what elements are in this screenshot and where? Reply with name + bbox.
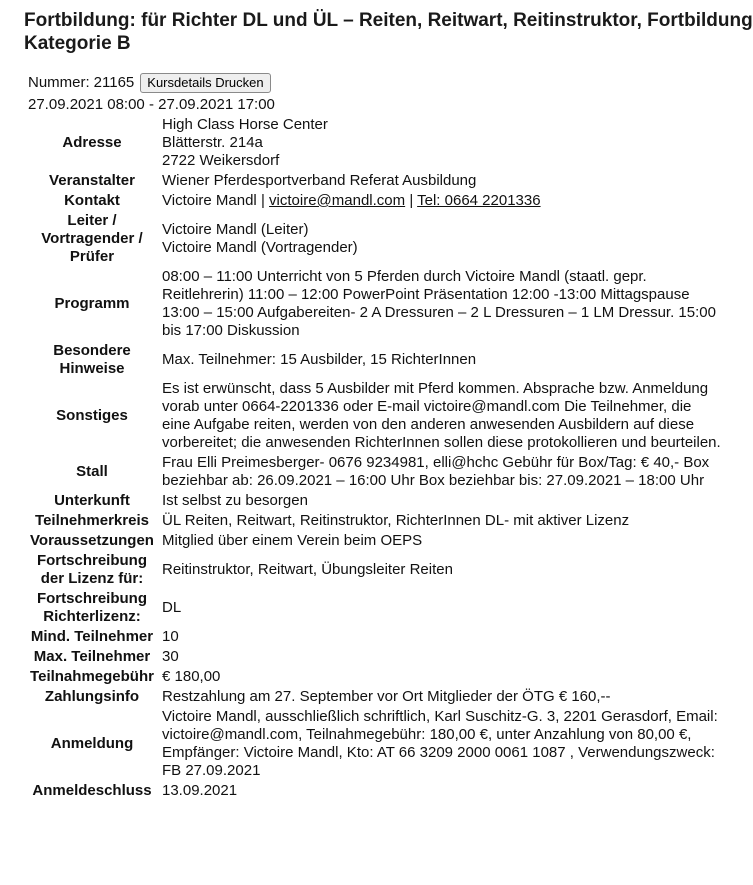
anmeldung-value: Victoire Mandl, ausschließlich schriftlich, Karl Suschitz-G. 3, 2201 Gerasdorf, Email: victoire@mandl.com, Teilnahmegebühr: 180,00 €, unter Anzahlung von 80,00 €, Empfänger: Victoire Mandl, Kto: AT 66 3209 2000 0061 1087 , Verwendungszweck: FB 27.09.2021: [162, 708, 718, 779]
teilnehmerkreis-value: ÜL Reiten, Reitwart, Reitinstruktor, RichterInnen DL- mit aktiver Lizenz: [162, 512, 630, 529]
anmeldeschluss-label: Anmeldeschluss: [32, 782, 152, 799]
course-number: 21165: [93, 74, 135, 91]
kontakt-phone-link[interactable]: Tel: 0664 2201336: [417, 192, 541, 209]
zahlungsinfo-label: Zahlungsinfo: [44, 688, 140, 705]
leiter-label: Leiter / Vortragender / Prüfer: [41, 212, 143, 265]
row-stall: [24, 453, 722, 491]
adresse-line-3: 2722 Weikersdorf: [162, 152, 280, 169]
anmeldeschluss-value: 13.09.2021: [162, 782, 238, 799]
teilnahmegebuehr-label: Teilnahmegebühr: [30, 668, 154, 685]
kontakt-value: [162, 191, 722, 211]
stall-value: Frau Elli Preimesberger- 0676 9234981, elli@hchc Gebühr für Box/Tag: € 40,- Box beziehbar ab: 26.09.2021 – 16:00 Uhr Box beziehbar bis: 27.09.2021 – 18:00 Uhr: [162, 454, 710, 489]
stall-label: Stall: [76, 463, 108, 480]
row-adresse: [24, 115, 722, 171]
mind-teilnehmer-value: 10: [162, 628, 179, 645]
unterkunft-value: Ist selbst zu besorgen: [162, 492, 308, 509]
veranstalter-label: Veranstalter: [49, 172, 135, 189]
row-leiter: [24, 211, 722, 267]
programm-label: Programm: [54, 295, 130, 312]
row-programm: [24, 267, 722, 341]
row-fortschreibung-richter: [24, 589, 722, 627]
row-sonstiges: [24, 379, 722, 453]
fortschreibung-richter-label: Fortschreibung Richterlizenz:: [36, 590, 147, 625]
mind-teilnehmer-label: Mind. Teilnehmer: [30, 628, 154, 645]
row-hinweise: [24, 341, 722, 379]
row-voraussetzungen: [24, 531, 722, 551]
row-anmeldeschluss: [24, 781, 722, 801]
row-fortschreibung-lizenz: [24, 551, 722, 589]
kontakt-separator: |: [260, 192, 265, 209]
adresse-line-2: Blätterstr. 214a: [162, 134, 263, 151]
course-title: Fortbildung: für Richter DL und ÜL – Reiten, Reitwart, Reitinstruktor, Fortbildung Kategorie B: [24, 10, 753, 54]
kontakt-name: Victoire Mandl: [162, 192, 257, 209]
hinweise-value: Max. Teilnehmer: 15 Ausbilder, 15 RichterInnen: [162, 351, 477, 368]
teilnahmegebuehr-value: € 180,00: [162, 668, 221, 685]
leiter-line-1: Victoire Mandl (Leiter): [162, 221, 309, 238]
sonstiges-value: Es ist erwünscht, dass 5 Ausbilder mit Pferd kommen. Absprache bzw. Anmeldung vorab unter 0664-2201336 oder E-mail victoire@mandl.com Die Teilnehmer, die eine Aufgabe reiten, werden von den anderen anwesenden Ausbildern auf diese vorbereitet; die anwesenden RichterInnen sollen diese protokollieren und beurteilen.: [162, 380, 721, 451]
row-anmeldung: [24, 707, 722, 781]
row-kontakt: [24, 191, 722, 211]
voraussetzungen-label: Voraussetzungen: [30, 532, 154, 549]
sonstiges-label: Sonstiges: [56, 407, 128, 424]
leiter-line-2: Victoire Mandl (Vortragender): [162, 239, 358, 256]
max-teilnehmer-label: Max. Teilnehmer: [33, 648, 151, 665]
adresse-label: Adresse: [62, 134, 122, 151]
row-zahlungsinfo: [24, 687, 722, 707]
fortschreibung-richter-value: DL: [162, 599, 182, 616]
fortschreibung-lizenz-value: Reitinstruktor, Reitwart, Übungsleiter Reiten: [162, 561, 453, 578]
course-details-table: [24, 115, 722, 801]
kontakt-label: Kontakt: [64, 192, 120, 209]
leiter-value: [162, 211, 722, 267]
print-course-details-button[interactable]: Kursdetails Drucken: [140, 73, 270, 93]
teilnehmerkreis-label: Teilnehmerkreis: [35, 512, 149, 529]
row-mind-teilnehmer: [24, 627, 722, 647]
zahlungsinfo-value: Restzahlung am 27. September vor Ort Mitglieder der ÖTG € 160,--: [162, 688, 611, 705]
fortschreibung-lizenz-label: Fortschreibung der Lizenz für:: [36, 552, 147, 587]
row-veranstalter: [24, 171, 722, 191]
course-date-range: 27.09.2021 08:00 - 27.09.2021 17:00: [28, 96, 275, 113]
adresse-line-1: High Class Horse Center: [162, 116, 328, 133]
row-max-teilnehmer: [24, 647, 722, 667]
kontakt-separator: |: [409, 192, 414, 209]
course-number-row: [28, 71, 753, 95]
voraussetzungen-value: Mitglied über einem Verein beim OEPS: [162, 532, 423, 549]
hinweise-label: Besondere Hinweise: [53, 342, 131, 377]
programm-value: 08:00 – 11:00 Unterricht von 5 Pferden durch Victoire Mandl (staatl. gepr. Reitlehrerin) 11:00 – 12:00 PowerPoint Präsentation 12:00 -13:00 Mittagspause 13:00 – 15:00 Aufgabereiten- 2 A Dressuren – 2 L Dressuren – 1 LM Dressur. 15:00 bis 17:00 Diskussion: [162, 268, 716, 339]
adresse-value: [162, 115, 722, 171]
row-teilnehmerkreis: [24, 511, 722, 531]
kontakt-email-link[interactable]: victoire@mandl.com: [269, 192, 406, 209]
row-teilnahmegebuehr: [24, 667, 722, 687]
max-teilnehmer-value: 30: [162, 648, 179, 665]
row-unterkunft: [24, 491, 722, 511]
course-number-label: Nummer:: [28, 74, 90, 91]
anmeldung-label: Anmeldung: [50, 735, 134, 752]
unterkunft-label: Unterkunft: [54, 492, 130, 509]
veranstalter-value: Wiener Pferdesportverband Referat Ausbildung: [162, 172, 477, 189]
